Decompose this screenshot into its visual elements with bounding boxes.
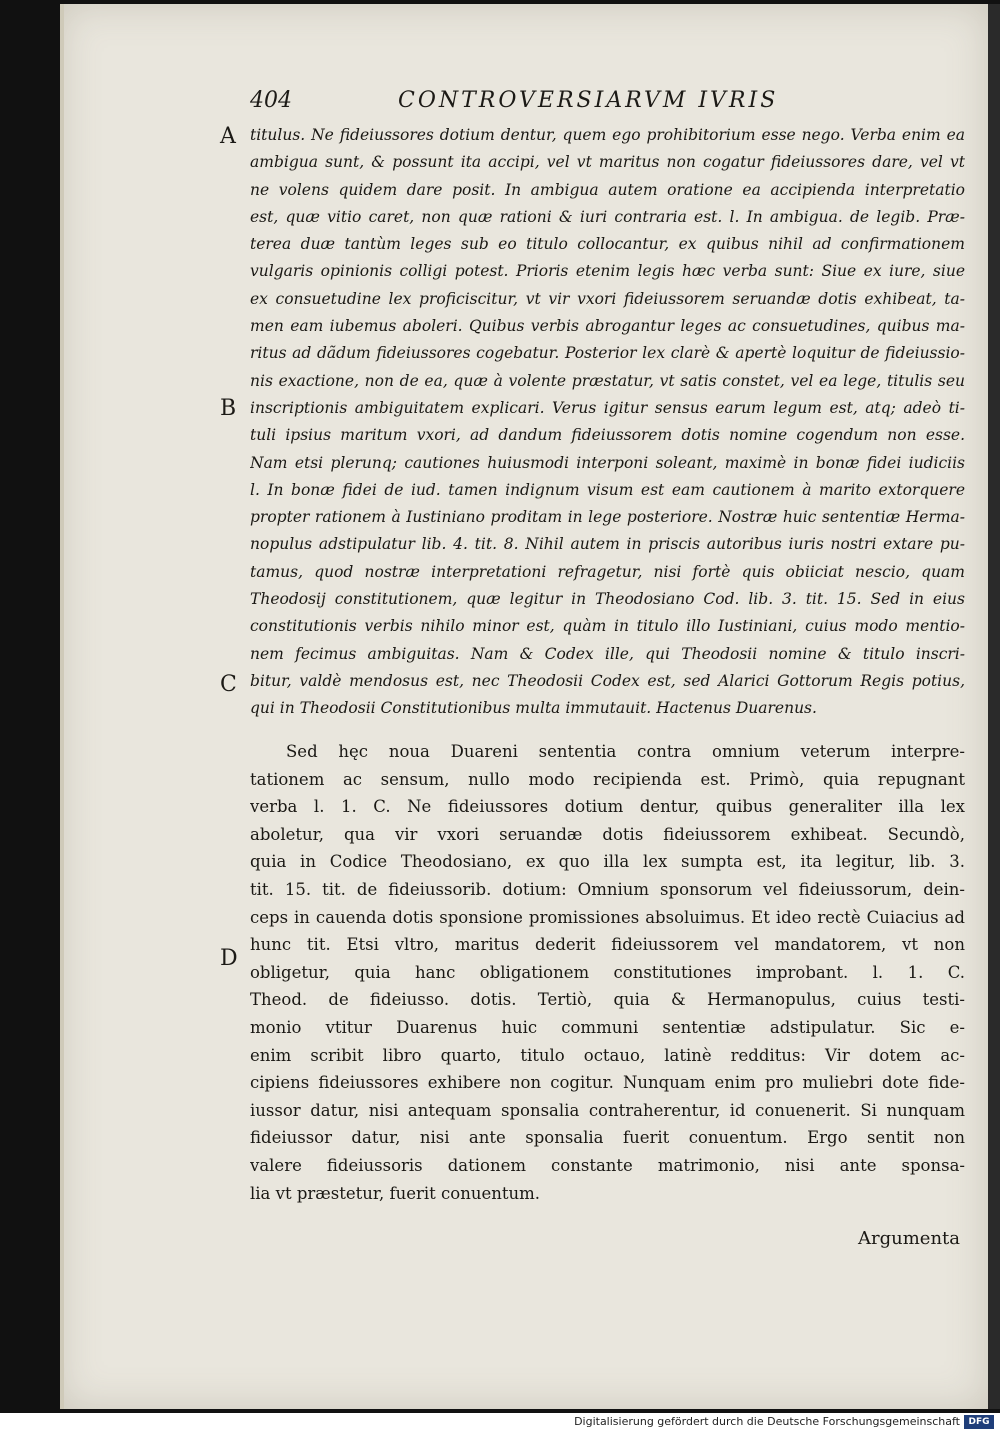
text-line: Theod. de fideiusso. dotis. Tertiò, quia & Hermanopulus, cuius testi- xyxy=(250,990,965,1010)
text-line: ambigua sunt, & possunt ita accipi, vel vt maritus non cogatur fideiussores dare, vel vt xyxy=(250,153,965,172)
text-line: quia in Codice Theodosiano, ex quo illa lex sumpta est, ita legitur, lib. 3. xyxy=(250,852,965,872)
page-number: 404 xyxy=(250,88,292,113)
text-line: propter rationem à Iustiniano proditam in lege posteriore. Nostræ huic sententiæ Herma- xyxy=(250,508,965,527)
text-line: titulus. Ne fideiussores dotium dentur, quem ego prohibitorium esse nego. Verba enim ea xyxy=(250,126,965,144)
text-line: ex consuetudine lex proficiscitur, vt vir vxori fideiussorem seruandæ dotis exhibeat, ta- xyxy=(250,289,965,308)
text-line: nem fecimus ambiguitas. Nam & Codex ille, qui Theodosii nomine & titulo inscri- xyxy=(250,644,965,663)
margin-marker-c: C xyxy=(220,672,237,697)
running-header xyxy=(250,88,965,118)
text-line: men eam iubemus aboleri. Quibus verbis abrogantur leges ac consuetudines, quibus ma- xyxy=(250,317,965,336)
text-line: bitur, valdè mendosus est, nec Theodosii Codex est, sed Alarici Gottorum Regis potius, xyxy=(250,671,965,690)
text-line: nis exactione, non de ea, quæ à volente præstatur, vt satis constet, vel ea lege, titulis seu xyxy=(250,371,965,390)
text-line: aboletur, qua vir vxori seruandæ dotis fideiussorem exhibeat. Secundò, xyxy=(250,824,965,844)
text-line: valere fideiussoris dationem constante matrimonio, nisi ante sponsa- xyxy=(250,1155,965,1175)
text-line: ceps in cauenda dotis sponsione promissiones absoluimus. Et ideo rectè Cuiacius ad xyxy=(250,907,965,927)
catchword: Argumenta xyxy=(858,1228,960,1249)
text-line: enim scribit libro quarto, titulo octauo, latinè redditus: Vir dotem ac- xyxy=(250,1045,965,1065)
text-line: nopulus adstipulatur lib. 4. tit. 8. Nihil autem in priscis autoribus iuris nostri extare pu- xyxy=(250,535,965,554)
funding-credit: Digitalisierung gefördert durch die Deutsche Forschungsgemeinschaft xyxy=(574,1415,960,1428)
text-line: obligetur, quia hanc obligationem constitutiones improbant. l. 1. C. xyxy=(250,962,965,982)
text-line: terea duæ tantùm leges sub eo titulo collocantur, ex quibus nihil ad confirmationem xyxy=(250,235,965,254)
text-line: Sed hęc noua Duareni sententia contra omnium veterum interpre- xyxy=(286,742,965,761)
text-line: inscriptionis ambiguitatem explicari. Verus igitur sensus earum legum est, atq; adeò ti- xyxy=(250,398,965,417)
text-line: l. In bonæ fidei de iud. tamen indignum visum est eam cautionem à marito extorquere xyxy=(250,480,965,499)
text-line: hunc tit. Etsi vltro, maritus dederit fideiussorem vel mandatorem, vt non xyxy=(250,935,965,955)
text-line: est, quæ vitio caret, non quæ rationi & iuri contraria est. l. In ambigua. de legib. Præ- xyxy=(250,207,965,226)
text-line: vulgaris opinionis colligi potest. Prioris etenim legis hæc verba sunt: Siue ex iure, siue xyxy=(250,262,965,281)
text-line: constitutionis verbis nihilo minor est, quàm in titulo illo Iustiniani, cuius modo mentio- xyxy=(250,617,965,636)
italic-quotation-block xyxy=(250,122,965,723)
text-line: tit. 15. tit. de fideiussorib. dotium: Omnium sponsorum vel fideiussorum, dein- xyxy=(250,879,965,899)
text-line: qui in Theodosii Constitutionibus multa immutauit. Hactenus Duarenus. xyxy=(250,699,817,718)
margin-marker-d: D xyxy=(220,946,238,971)
text-line: ritus ad dãdum fideiussores cogebatur. Posterior lex clarè & apertè loquitur de fideiussio- xyxy=(250,344,965,363)
text-line: Nam etsi plerunq; cautiones huiusmodi interponi soleant, maximè in bonæ fidei iudiciis xyxy=(250,453,965,472)
roman-commentary-block xyxy=(250,738,965,1207)
running-title: CONTROVERSIARVM IVRIS xyxy=(398,88,779,113)
text-line: tamus, quod nostræ interpretationi refragetur, nisi fortè quis obiiciat nescio, quam xyxy=(250,562,965,581)
text-line: lia vt præstetur, fuerit conuentum. xyxy=(250,1183,540,1203)
text-line: cipiens fideiussores exhibere non cogitur. Nunquam enim pro muliebri dote fide- xyxy=(250,1073,965,1093)
margin-marker-b: B xyxy=(220,396,237,421)
right-scan-border xyxy=(988,4,1000,1409)
text-line: fideiussor datur, nisi ante sponsalia fuerit conuentum. Ergo sentit non xyxy=(250,1128,965,1148)
text-line: Theodosij constitutionem, quæ legitur in Theodosiano Cod. lib. 3. tit. 15. Sed in eius xyxy=(250,590,965,609)
text-line: ne volens quidem dare posit. In ambigua autem oratione ea accipienda interpretatio xyxy=(250,180,965,199)
text-line: verba l. 1. C. Ne fideiussores dotium dentur, quibus generaliter illa lex xyxy=(250,797,965,817)
page-edge xyxy=(60,4,64,1409)
dfg-logo: DFG xyxy=(964,1415,994,1429)
digitization-footer xyxy=(0,1413,1000,1432)
margin-marker-a: A xyxy=(220,124,236,149)
text-line: tuli ipsius maritum vxori, ad dandum fideiussorem dotis nomine cogendum non esse. xyxy=(250,426,965,445)
text-line: monio vtitur Duarenus huic communi sententiæ adstipulatur. Sic e- xyxy=(250,1017,965,1037)
text-line: iussor datur, nisi antequam sponsalia contraherentur, id conuenerit. Si nunquam xyxy=(250,1100,965,1120)
text-line: tationem ac sensum, nullo modo recipienda est. Primò, quia repugnant xyxy=(250,769,965,789)
